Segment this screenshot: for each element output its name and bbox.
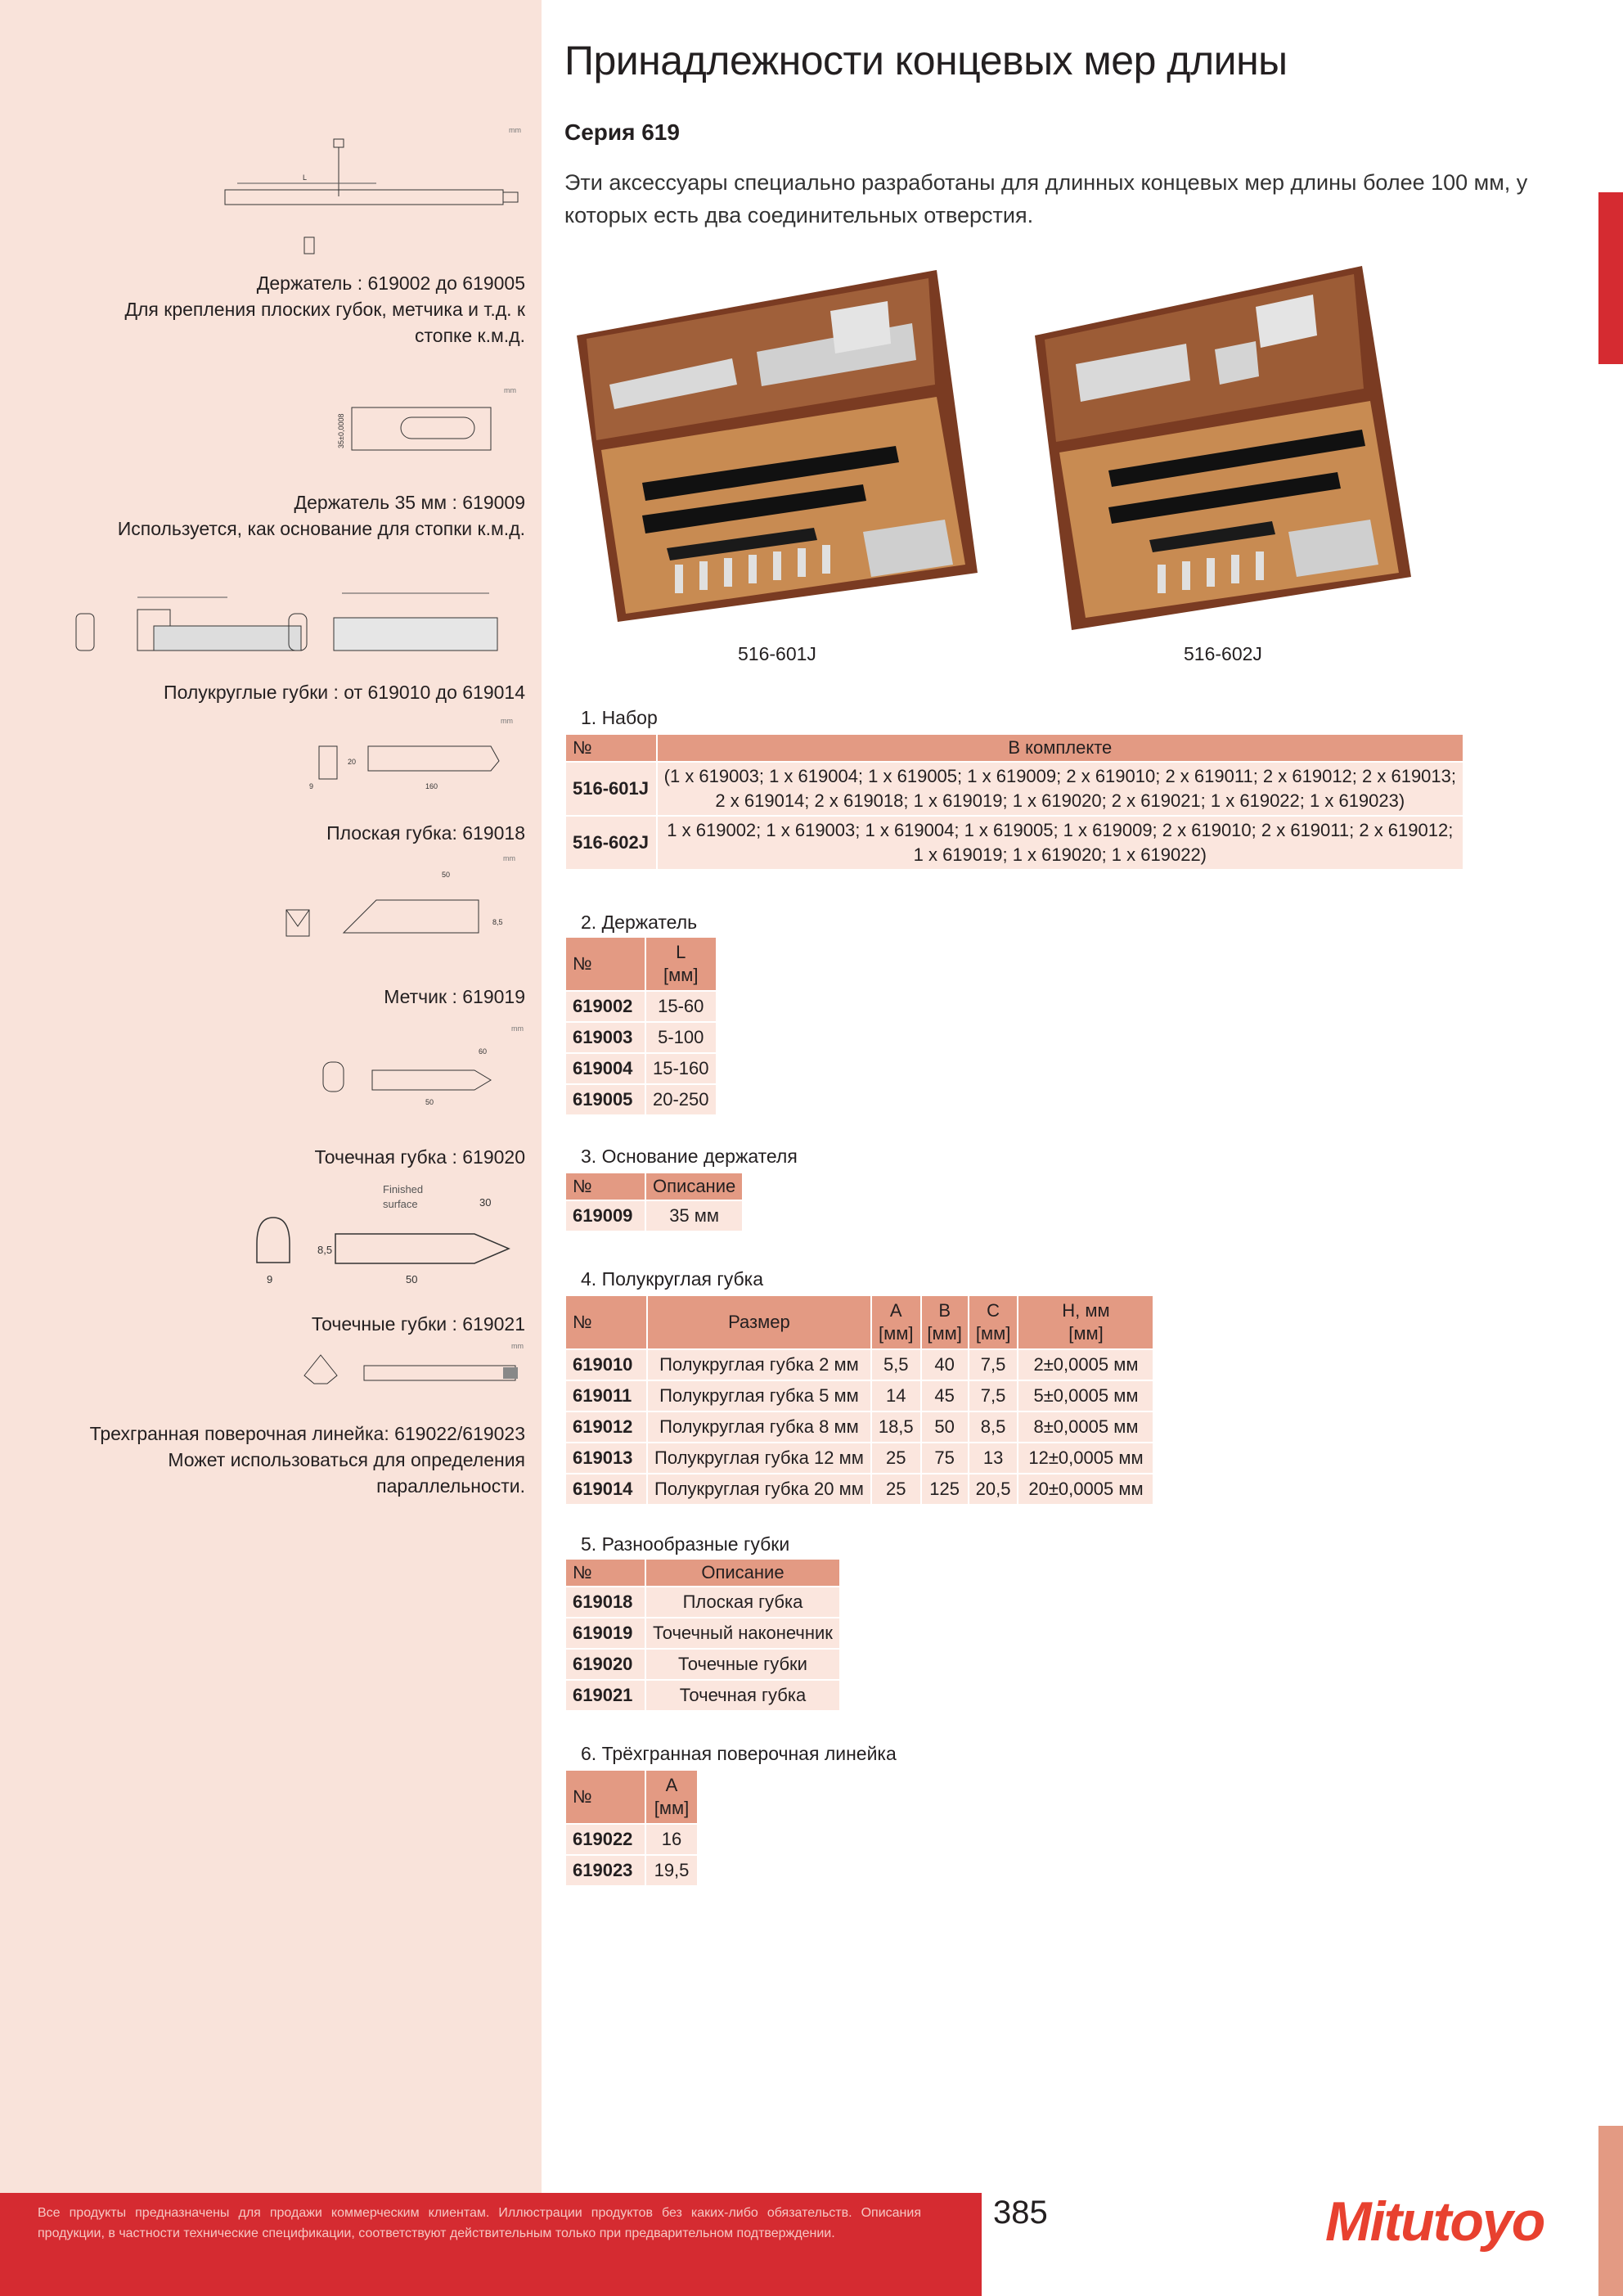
svg-text:L: L [303, 173, 308, 182]
section-title-straight-edge: 6. Трёхгранная поверочная линейка [581, 1743, 897, 1764]
table-header-row: № Описание [566, 1173, 742, 1200]
table-row: 619009 35 мм [566, 1201, 742, 1231]
table-header-row: № Размер A [мм] B [мм] C [мм] H, мм [мм] [566, 1296, 1153, 1348]
svg-text:50: 50 [442, 871, 451, 879]
svg-text:8,5: 8,5 [317, 1244, 333, 1256]
table-holder-base [564, 1172, 744, 1232]
accent-tab-bottom [1598, 2126, 1623, 2296]
table-half-round-jaw [564, 1294, 1154, 1506]
svg-text:160: 160 [425, 782, 438, 790]
section-title-holder: 2. Держатель [581, 912, 698, 933]
section-title-various-jaws: 5. Разнообразные губки [581, 1533, 790, 1555]
table-row: 619018 Плоская губка [566, 1587, 839, 1617]
svg-text:50: 50 [406, 1273, 418, 1285]
accent-tab-top [1598, 192, 1623, 364]
svg-text:60: 60 [479, 1047, 488, 1056]
product-photo-516-602J [1027, 258, 1427, 638]
section-title-half-round-jaw: 4. Полукруглая губка [581, 1268, 764, 1290]
table-header-row: № L [мм] [566, 938, 716, 990]
svg-text:Finished: Finished [383, 1183, 424, 1195]
product-photo-516-601J [569, 262, 994, 634]
sidebar-item-scriber: Метчик : 619019 [384, 986, 525, 1007]
sidebar-item-holder-35: Держатель 35 мм : 619009 Используется, как основание для стопки к.м.д. [117, 492, 525, 539]
page-title: Принадлежности концевых мер длины [564, 38, 1288, 83]
section-title-set: 1. Набор [581, 707, 658, 728]
section-title-holder-base: 3. Основание держателя [581, 1146, 798, 1167]
sidebar-item-straight-edge: Трехгранная поверочная линейка: 619022/619023 Может использоваться для определения параллельности. [89, 1423, 525, 1497]
table-header-row: № В комплекте [566, 735, 1463, 761]
table-row: 619013 Полукруглая губка 12 мм 25 75 13 12±0,0005 мм [566, 1443, 1153, 1473]
holder-35-drawing [319, 383, 524, 461]
svg-text:mm: mm [504, 386, 516, 394]
table-row: 516-601J (1 x 619003; 1 x 619004; 1 x 619005; 1 x 619009; 2 x 619010; 2 x 619011; 2 x 619012; 2 x 619013; 2 x 619014; 2 x 619018; 1 x 619019; 1 x 619020; 2 x 619021; 1 x 619022; 1 x 619023) [566, 763, 1463, 815]
intro-text: Эти аксессуары специально разработаны для длинных концевых мер длины более 100 мм, у которых есть два соединительных отверстия. [564, 170, 1528, 227]
half-round-jaw-drawing [64, 560, 530, 667]
mm-label: mm [509, 126, 521, 134]
svg-text:mm: mm [511, 1342, 524, 1350]
flat-jaw-drawing [294, 714, 524, 795]
table-holder [564, 936, 717, 1116]
table-row: 619023 19,5 [566, 1856, 697, 1885]
svg-text:mm: mm [501, 717, 513, 725]
svg-text:9: 9 [267, 1273, 273, 1285]
table-row: 619010 Полукруглая губка 2 мм 5,5 40 7,5 2±0,0005 мм [566, 1350, 1153, 1380]
table-row: 516-602J 1 x 619002; 1 x 619003; 1 x 619004; 1 x 619005; 1 x 619009; 2 x 619010; 2 x 619011; 2 x 619012; 1 x 619019; 1 x 619020; 1 x 619022) [566, 817, 1463, 869]
photo-label-516-602J: 516-602J [1184, 643, 1262, 664]
table-row: 619003 5-100 [566, 1023, 716, 1052]
straight-edge-drawing [294, 1339, 532, 1400]
svg-text:35±0,0008: 35±0,0008 [337, 413, 345, 448]
centre-point-drawing [311, 1021, 532, 1111]
table-row: 619021 Точечная губка [566, 1681, 839, 1710]
sidebar-item-centre-point: Точечная губка : 619020 [314, 1146, 525, 1168]
table-header-row: № Описание [566, 1560, 839, 1586]
svg-text:surface: surface [383, 1198, 418, 1210]
table-row: 619012 Полукруглая губка 8 мм 18,5 50 8,5 8±0,0005 мм [566, 1412, 1153, 1442]
centre-points-drawing [245, 1177, 524, 1299]
footer-disclaimer: Все продукты предназначены для продажи коммерческим клиентам. Иллюстрации продуктов без каких-либо обязательств. Описания продукции, в частности технические спецификации, соответствуют действительным только при предварительном подтверждении. [38, 2206, 921, 2240]
table-straight-edge [564, 1769, 699, 1887]
table-row: 619011 Полукруглая губка 5 мм 14 45 7,5 5±0,0005 мм [566, 1381, 1153, 1411]
table-row: 619005 20-250 [566, 1085, 716, 1114]
table-row: 619004 15-160 [566, 1054, 716, 1083]
table-row: 619020 Точечные губки [566, 1650, 839, 1679]
brand-logo: Mitutoyo [1325, 2190, 1544, 2253]
svg-text:9: 9 [309, 782, 314, 790]
scriber-drawing [278, 851, 524, 957]
series-label: Серия 619 [564, 119, 680, 145]
sidebar-item-centre-points: Точечные губки : 619021 [311, 1313, 525, 1335]
svg-text:mm: mm [511, 1024, 524, 1033]
table-header-row: № A [мм] [566, 1771, 697, 1823]
svg-text:30: 30 [479, 1196, 492, 1209]
holder-drawing [213, 123, 532, 266]
table-row: 619022 16 [566, 1825, 697, 1854]
svg-text:50: 50 [425, 1098, 434, 1106]
table-row: 619014 Полукруглая губка 20 мм 25 125 20,5 20±0,0005 мм [566, 1474, 1153, 1504]
table-set [564, 733, 1464, 871]
table-row: 619002 15-60 [566, 992, 716, 1021]
svg-text:8,5: 8,5 [492, 918, 503, 926]
sidebar-item-holder: Держатель : 619002 до 619005 Для крепления плоских губок, метчика и т.д. к стопке к.м.д. [124, 272, 525, 346]
page-number: 385 [993, 2195, 1048, 2231]
sidebar-item-half-round-jaws: Полукруглые губки : от 619010 до 619014 [164, 682, 525, 703]
table-row: 619019 Точечный наконечник [566, 1618, 839, 1648]
svg-text:mm: mm [503, 854, 515, 862]
table-various-jaws [564, 1558, 841, 1712]
svg-text:20: 20 [348, 758, 357, 766]
sidebar-item-flat-jaw: Плоская губка: 619018 [326, 822, 525, 844]
photo-label-516-601J: 516-601J [738, 643, 816, 664]
